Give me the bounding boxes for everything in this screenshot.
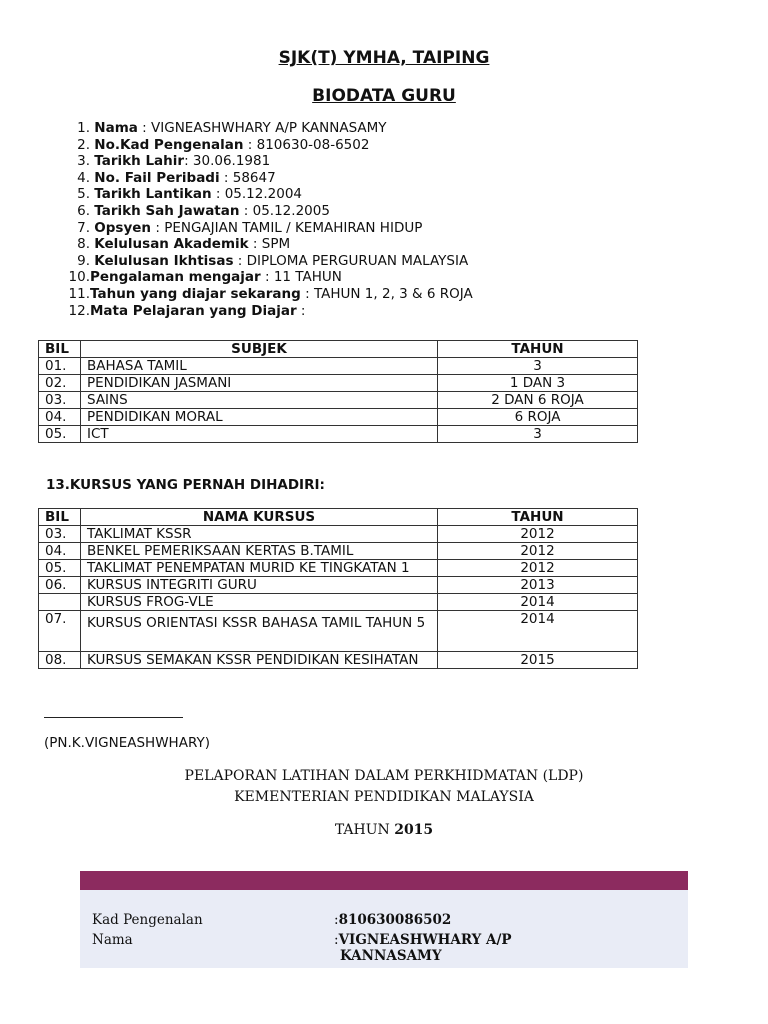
column-header: BIL — [39, 509, 81, 526]
signature-line — [44, 717, 183, 718]
list-item: 11.Tahun yang diajar sekarang : TAHUN 1, 2, 3 & 6 ROJA — [68, 285, 473, 302]
list-item: 4. No. Fail Peribadi : 58647 — [77, 169, 276, 186]
table-header-row — [39, 509, 638, 526]
table-row: 06. KURSUS INTEGRITI GURU 2013 — [39, 577, 638, 594]
table-row: 04. PENDIDIKAN MORAL 6 ROJA — [39, 409, 638, 426]
document-title: BIODATA GURU — [312, 86, 456, 106]
subjects-table — [38, 340, 638, 443]
header-band — [80, 871, 688, 890]
courses-table — [38, 508, 638, 669]
panel-value-ic: :810630086502 — [334, 912, 452, 928]
table-row: 07. KURSUS ORIENTASI KSSR BAHASA TAMIL TAHUN 5 2014 — [39, 611, 638, 652]
column-header: TAHUN — [438, 509, 638, 526]
column-header: NAMA KURSUS — [81, 509, 438, 526]
list-item: 8. Kelulusan Akademik : SPM — [77, 236, 291, 253]
column-header: BIL — [39, 341, 81, 358]
table-row: 08. KURSUS SEMAKAN KSSR PENDIDIKAN KESIHATAN 2015 — [39, 652, 638, 669]
panel-label-ic: Kad Pengenalan — [92, 912, 203, 928]
column-header: TAHUN — [438, 341, 638, 358]
list-item: 2. No.Kad Pengenalan : 810630-08-6502 — [77, 136, 370, 153]
list-item: 5. Tarikh Lantikan : 05.12.2004 — [77, 186, 302, 203]
table-row: 05. ICT 3 — [39, 426, 638, 443]
list-item: 9. Kelulusan Ikhtisas : DIPLOMA PERGURUAN MALAYSIA — [77, 252, 469, 269]
signature-name: (PN.K.VIGNEASHWHARY) — [44, 735, 210, 751]
list-item: 7. Opsyen : PENGAJIAN TAMIL / KEMAHIRAN HIDUP — [77, 219, 423, 236]
section-heading-courses: 13.KURSUS YANG PERNAH DIHADIRI: — [46, 477, 325, 493]
table-row: 01. BAHASA TAMIL 3 — [39, 358, 638, 375]
table-header-row — [39, 341, 638, 358]
panel-value-name: :VIGNEASHWHARY A/P KANNASAMY — [334, 932, 512, 964]
list-item: 10.Pengalaman mengajar : 11 TAHUN — [68, 269, 342, 286]
list-item: 1. Nama : VIGNEASHWHARY A/P KANNASAMY — [77, 120, 387, 136]
table-row: 03. TAKLIMAT KSSR 2012 — [39, 526, 638, 543]
table-row: 04. BENKEL PEMERIKSAAN KERTAS B.TAMIL 2012 — [39, 543, 638, 560]
panel-label-name: Nama — [92, 932, 133, 948]
list-item: 3. Tarikh Lahir: 30.06.1981 — [77, 153, 271, 170]
table-row: 02. PENDIDIKAN JASMANI 1 DAN 3 — [39, 375, 638, 392]
table-row: 03. SAINS 2 DAN 6 ROJA — [39, 392, 638, 409]
table-row: 05. TAKLIMAT PENEMPATAN MURID KE TINGKATAN 1 2012 — [39, 560, 638, 577]
biodata-list — [50, 120, 473, 319]
school-title: SJK(T) YMHA, TAIPING — [278, 48, 490, 68]
list-item: 6. Tarikh Sah Jawatan : 05.12.2005 — [77, 202, 330, 219]
column-header: SUBJEK — [81, 341, 438, 358]
ldp-year: TAHUN 2015 — [334, 822, 434, 838]
table-row: KURSUS FROG-VLE 2014 — [39, 594, 638, 611]
list-item: 12.Mata Pelajaran yang Diajar : — [68, 302, 306, 319]
ldp-heading-line2: KEMENTERIAN PENDIDIKAN MALAYSIA — [234, 789, 534, 805]
ldp-heading-line1: PELAPORAN LATIHAN DALAM PERKHIDMATAN (LDP) — [184, 768, 584, 784]
